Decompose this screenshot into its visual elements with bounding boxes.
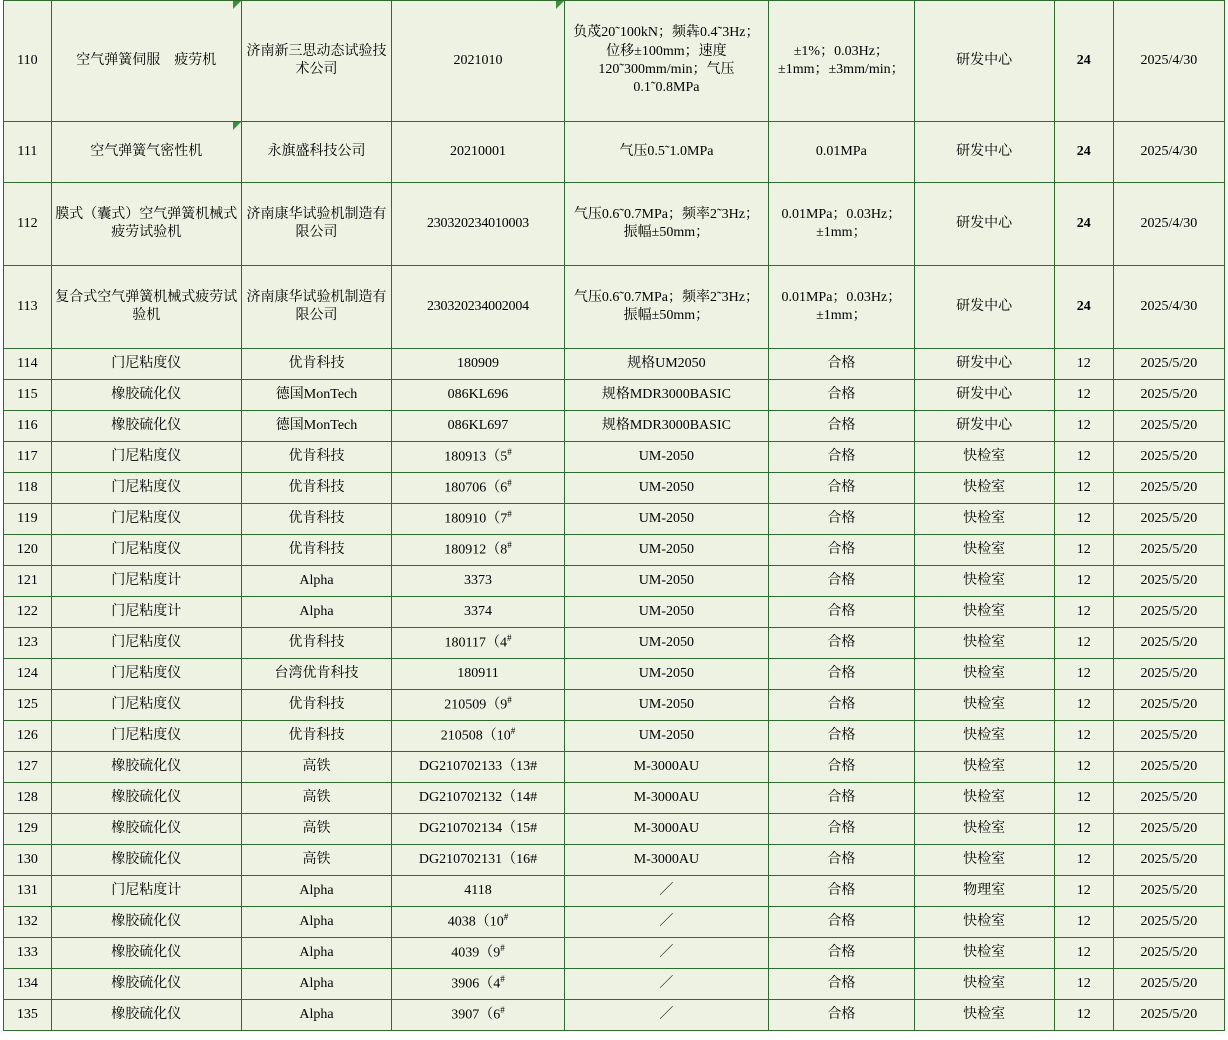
cell-spec: UM-2050 bbox=[564, 597, 769, 628]
cell-spec: 规格MDR3000BASIC bbox=[564, 411, 769, 442]
cell-equipment-name: 门尼粘度仪 bbox=[51, 628, 241, 659]
cell-spec: UM-2050 bbox=[564, 442, 769, 473]
cell-spec: ／ bbox=[564, 876, 769, 907]
cell-department: 物理室 bbox=[914, 876, 1054, 907]
cell-date: 2025/5/20 bbox=[1113, 721, 1224, 752]
cell-manufacturer: Alpha bbox=[241, 1000, 392, 1031]
cell-equipment-name: 门尼粘度仪 bbox=[51, 690, 241, 721]
cell-manufacturer: 高铁 bbox=[241, 752, 392, 783]
cell-index: 119 bbox=[4, 504, 52, 535]
cell-period: 24 bbox=[1054, 266, 1113, 349]
equipment-name-text: 空气弹簧伺服 疲劳机 bbox=[76, 52, 217, 68]
cell-precision: 合格 bbox=[769, 814, 914, 845]
cell-department: 快检室 bbox=[914, 690, 1054, 721]
cell-department: 快检室 bbox=[914, 845, 1054, 876]
cell-spec: UM-2050 bbox=[564, 566, 769, 597]
cell-precision: 合格 bbox=[769, 628, 914, 659]
cell-manufacturer: 济南新三思动态试验技术公司 bbox=[241, 1, 392, 122]
cell-manufacturer: Alpha bbox=[241, 938, 392, 969]
table-row[interactable] bbox=[4, 442, 1225, 473]
cell-equipment-name: 橡胶硫化仪 bbox=[51, 845, 241, 876]
cell-date: 2025/5/20 bbox=[1113, 1000, 1224, 1031]
cell-spec: ／ bbox=[564, 1000, 769, 1031]
cell-manufacturer: 优肯科技 bbox=[241, 628, 392, 659]
cell-index: 135 bbox=[4, 1000, 52, 1031]
cell-spec: 气压0.6˜0.7MPa；频率2˜3Hz；振幅±50mm； bbox=[564, 266, 769, 349]
cell-department: 快检室 bbox=[914, 659, 1054, 690]
cell-precision: ±1%；0.03Hz；±1mm；±3mm/min； bbox=[769, 1, 914, 122]
cell-index: 121 bbox=[4, 566, 52, 597]
cell-equipment-name: 橡胶硫化仪 bbox=[51, 907, 241, 938]
cell-period: 12 bbox=[1054, 876, 1113, 907]
cell-department: 快检室 bbox=[914, 442, 1054, 473]
cell-precision: 0.01MPa bbox=[769, 122, 914, 183]
cell-serial: 180117（4# bbox=[392, 628, 564, 659]
cell-spec: 负荗20˜100kN；频犇0.4˜3Hz；位移±100mm；速度120˜300mm/min；气压0.1˜0.8MPa bbox=[564, 1, 769, 122]
cell-equipment-name: 门尼粘度仪 bbox=[51, 442, 241, 473]
cell-index: 118 bbox=[4, 473, 52, 504]
cell-serial: 20210001 bbox=[392, 122, 564, 183]
cell-department: 快检室 bbox=[914, 535, 1054, 566]
cell-department: 快检室 bbox=[914, 938, 1054, 969]
cell-manufacturer: 高铁 bbox=[241, 783, 392, 814]
cell-period: 12 bbox=[1054, 907, 1113, 938]
cell-precision: 合格 bbox=[769, 535, 914, 566]
cell-period: 12 bbox=[1054, 814, 1113, 845]
cell-equipment-name: 门尼粘度计 bbox=[51, 566, 241, 597]
cell-index: 117 bbox=[4, 442, 52, 473]
cell-equipment-name: 膜式（囊式）空气弹簧机械式疲劳试验机 bbox=[51, 183, 241, 266]
cell-department: 快检室 bbox=[914, 814, 1054, 845]
cell-equipment-name: 门尼粘度仪 bbox=[51, 535, 241, 566]
cell-equipment-name: 橡胶硫化仪 bbox=[51, 783, 241, 814]
cell-spec: 规格MDR3000BASIC bbox=[564, 380, 769, 411]
cell-period: 12 bbox=[1054, 442, 1113, 473]
cell-spec: UM-2050 bbox=[564, 504, 769, 535]
cell-manufacturer: 永旗盛科技公司 bbox=[241, 122, 392, 183]
cell-precision: 合格 bbox=[769, 1000, 914, 1031]
cell-index: 111 bbox=[4, 122, 52, 183]
cell-date: 2025/5/20 bbox=[1113, 473, 1224, 504]
cell-date: 2025/5/20 bbox=[1113, 783, 1224, 814]
cell-date: 2025/5/20 bbox=[1113, 659, 1224, 690]
cell-index: 130 bbox=[4, 845, 52, 876]
cell-date: 2025/5/20 bbox=[1113, 628, 1224, 659]
cell-index: 114 bbox=[4, 349, 52, 380]
cell-spec: M-3000AU bbox=[564, 752, 769, 783]
cell-equipment-name: 橡胶硫化仪 bbox=[51, 380, 241, 411]
cell-precision: 合格 bbox=[769, 442, 914, 473]
cell-period: 12 bbox=[1054, 535, 1113, 566]
cell-precision: 合格 bbox=[769, 690, 914, 721]
cell-date: 2025/5/20 bbox=[1113, 349, 1224, 380]
cell-date: 2025/5/20 bbox=[1113, 597, 1224, 628]
cell-spec: M-3000AU bbox=[564, 845, 769, 876]
table-row[interactable] bbox=[4, 628, 1225, 659]
cell-index: 120 bbox=[4, 535, 52, 566]
cell-equipment-name: 橡胶硫化仪 bbox=[51, 1000, 241, 1031]
cell-equipment-name: 门尼粘度仪 bbox=[51, 504, 241, 535]
cell-manufacturer: Alpha bbox=[241, 969, 392, 1000]
cell-serial: DG210702133（13# bbox=[392, 752, 564, 783]
cell-precision: 合格 bbox=[769, 349, 914, 380]
cell-serial: 230320234002004 bbox=[392, 266, 564, 349]
cell-date: 2025/5/20 bbox=[1113, 845, 1224, 876]
cell-equipment-name: 门尼粘度计 bbox=[51, 597, 241, 628]
cell-serial: 4038（10# bbox=[392, 907, 564, 938]
cell-index: 116 bbox=[4, 411, 52, 442]
cell-equipment-name: 门尼粘度计 bbox=[51, 876, 241, 907]
table-row[interactable] bbox=[4, 566, 1225, 597]
cell-precision: 合格 bbox=[769, 566, 914, 597]
cell-precision: 0.01MPa；0.03Hz；±1mm； bbox=[769, 266, 914, 349]
cell-date: 2025/5/20 bbox=[1113, 535, 1224, 566]
cell-department: 快检室 bbox=[914, 721, 1054, 752]
cell-department: 研发中心 bbox=[914, 349, 1054, 380]
cell-equipment-name bbox=[51, 1, 241, 122]
cell-period: 12 bbox=[1054, 938, 1113, 969]
cell-serial: 3906（4# bbox=[392, 969, 564, 1000]
cell-serial: 4039（9# bbox=[392, 938, 564, 969]
cell-index: 112 bbox=[4, 183, 52, 266]
cell-serial: 180913（5# bbox=[392, 442, 564, 473]
cell-department: 研发中心 bbox=[914, 1, 1054, 122]
table-row[interactable] bbox=[4, 1, 1225, 122]
cell-index: 131 bbox=[4, 876, 52, 907]
cell-department: 研发中心 bbox=[914, 183, 1054, 266]
cell-period: 12 bbox=[1054, 566, 1113, 597]
cell-manufacturer: 德国MonTech bbox=[241, 380, 392, 411]
cell-period: 12 bbox=[1054, 969, 1113, 1000]
cell-manufacturer: Alpha bbox=[241, 876, 392, 907]
cell-precision: 合格 bbox=[769, 783, 914, 814]
cell-date: 2025/5/20 bbox=[1113, 411, 1224, 442]
cell-equipment-name: 橡胶硫化仪 bbox=[51, 411, 241, 442]
cell-date: 2025/4/30 bbox=[1113, 122, 1224, 183]
table-body bbox=[4, 1, 1225, 1031]
cell-date: 2025/5/20 bbox=[1113, 442, 1224, 473]
cell-date: 2025/5/20 bbox=[1113, 752, 1224, 783]
cell-equipment-name: 门尼粘度仪 bbox=[51, 659, 241, 690]
cell-precision: 合格 bbox=[769, 597, 914, 628]
cell-precision: 合格 bbox=[769, 969, 914, 1000]
cell-serial: 180909 bbox=[392, 349, 564, 380]
cell-serial: 210508（10# bbox=[392, 721, 564, 752]
table-row[interactable] bbox=[4, 659, 1225, 690]
cell-department: 快检室 bbox=[914, 628, 1054, 659]
comment-marker-icon bbox=[556, 1, 564, 9]
cell-manufacturer: 台湾优肯科技 bbox=[241, 659, 392, 690]
cell-precision: 合格 bbox=[769, 721, 914, 752]
cell-department: 快检室 bbox=[914, 566, 1054, 597]
table-row[interactable] bbox=[4, 690, 1225, 721]
cell-manufacturer: 优肯科技 bbox=[241, 473, 392, 504]
cell-spec: 气压0.5˜1.0MPa bbox=[564, 122, 769, 183]
cell-manufacturer: 济南康华试验机制造有限公司 bbox=[241, 183, 392, 266]
table-row[interactable] bbox=[4, 122, 1225, 183]
cell-spec: UM-2050 bbox=[564, 721, 769, 752]
table-row[interactable] bbox=[4, 907, 1225, 938]
cell-period: 12 bbox=[1054, 597, 1113, 628]
cell-index: 133 bbox=[4, 938, 52, 969]
cell-spec: UM-2050 bbox=[564, 473, 769, 504]
cell-department: 快检室 bbox=[914, 752, 1054, 783]
cell-period: 12 bbox=[1054, 1000, 1113, 1031]
cell-precision: 合格 bbox=[769, 876, 914, 907]
table-row[interactable] bbox=[4, 504, 1225, 535]
cell-serial: 3374 bbox=[392, 597, 564, 628]
cell-precision: 合格 bbox=[769, 380, 914, 411]
cell-serial bbox=[392, 1, 564, 122]
cell-period: 12 bbox=[1054, 628, 1113, 659]
cell-serial: 180912（8# bbox=[392, 535, 564, 566]
table-row[interactable] bbox=[4, 721, 1225, 752]
cell-index: 113 bbox=[4, 266, 52, 349]
cell-spec: 规格UM2050 bbox=[564, 349, 769, 380]
cell-period: 12 bbox=[1054, 411, 1113, 442]
cell-serial: 3907（6# bbox=[392, 1000, 564, 1031]
table-row[interactable] bbox=[4, 752, 1225, 783]
cell-equipment-name: 门尼粘度仪 bbox=[51, 473, 241, 504]
cell-manufacturer: 优肯科技 bbox=[241, 535, 392, 566]
cell-serial: 086KL696 bbox=[392, 380, 564, 411]
cell-manufacturer: 济南康华试验机制造有限公司 bbox=[241, 266, 392, 349]
cell-department: 快检室 bbox=[914, 1000, 1054, 1031]
cell-serial: 3373 bbox=[392, 566, 564, 597]
cell-index: 125 bbox=[4, 690, 52, 721]
cell-period: 12 bbox=[1054, 752, 1113, 783]
table-row[interactable] bbox=[4, 183, 1225, 266]
table-row[interactable] bbox=[4, 473, 1225, 504]
cell-serial: 180911 bbox=[392, 659, 564, 690]
cell-spec: ／ bbox=[564, 969, 769, 1000]
cell-period: 12 bbox=[1054, 380, 1113, 411]
cell-manufacturer: 优肯科技 bbox=[241, 442, 392, 473]
cell-department: 快检室 bbox=[914, 783, 1054, 814]
cell-precision: 合格 bbox=[769, 907, 914, 938]
table-row[interactable] bbox=[4, 783, 1225, 814]
cell-index: 122 bbox=[4, 597, 52, 628]
cell-manufacturer: Alpha bbox=[241, 566, 392, 597]
table-row[interactable] bbox=[4, 938, 1225, 969]
cell-department: 研发中心 bbox=[914, 266, 1054, 349]
cell-index: 115 bbox=[4, 380, 52, 411]
cell-equipment-name: 橡胶硫化仪 bbox=[51, 969, 241, 1000]
cell-date: 2025/5/20 bbox=[1113, 566, 1224, 597]
cell-precision: 合格 bbox=[769, 659, 914, 690]
cell-date: 2025/4/30 bbox=[1113, 1, 1224, 122]
cell-precision: 合格 bbox=[769, 504, 914, 535]
cell-period: 12 bbox=[1054, 349, 1113, 380]
cell-spec: M-3000AU bbox=[564, 783, 769, 814]
cell-department: 研发中心 bbox=[914, 411, 1054, 442]
cell-period: 12 bbox=[1054, 473, 1113, 504]
cell-serial: 086KL697 bbox=[392, 411, 564, 442]
cell-department: 快检室 bbox=[914, 907, 1054, 938]
cell-serial: 180706（6# bbox=[392, 473, 564, 504]
cell-index: 128 bbox=[4, 783, 52, 814]
cell-equipment-name bbox=[51, 122, 241, 183]
table-row[interactable] bbox=[4, 380, 1225, 411]
cell-date: 2025/5/20 bbox=[1113, 969, 1224, 1000]
cell-spec: UM-2050 bbox=[564, 535, 769, 566]
cell-period: 12 bbox=[1054, 659, 1113, 690]
cell-serial: 180910（7# bbox=[392, 504, 564, 535]
cell-precision: 0.01MPa；0.03Hz；±1mm； bbox=[769, 183, 914, 266]
cell-date: 2025/5/20 bbox=[1113, 504, 1224, 535]
cell-spec: 气压0.6˜0.7MPa；频率2˜3Hz；振幅±50mm； bbox=[564, 183, 769, 266]
cell-equipment-name: 复合式空气弹簧机械式疲劳试验机 bbox=[51, 266, 241, 349]
cell-date: 2025/5/20 bbox=[1113, 938, 1224, 969]
serial-text: 2021010 bbox=[453, 52, 503, 68]
cell-date: 2025/4/30 bbox=[1113, 183, 1224, 266]
cell-equipment-name: 门尼粘度仪 bbox=[51, 349, 241, 380]
cell-period: 12 bbox=[1054, 845, 1113, 876]
cell-index: 126 bbox=[4, 721, 52, 752]
table-row[interactable] bbox=[4, 349, 1225, 380]
cell-date: 2025/5/20 bbox=[1113, 380, 1224, 411]
cell-index: 127 bbox=[4, 752, 52, 783]
cell-date: 2025/5/20 bbox=[1113, 876, 1224, 907]
cell-manufacturer: 高铁 bbox=[241, 814, 392, 845]
cell-period: 24 bbox=[1054, 122, 1113, 183]
table-row[interactable] bbox=[4, 845, 1225, 876]
cell-spec: ／ bbox=[564, 938, 769, 969]
cell-precision: 合格 bbox=[769, 845, 914, 876]
cell-date: 2025/4/30 bbox=[1113, 266, 1224, 349]
cell-manufacturer: 德国MonTech bbox=[241, 411, 392, 442]
cell-manufacturer: Alpha bbox=[241, 907, 392, 938]
cell-date: 2025/5/20 bbox=[1113, 814, 1224, 845]
table-row[interactable] bbox=[4, 266, 1225, 349]
cell-department: 快检室 bbox=[914, 504, 1054, 535]
table-row[interactable] bbox=[4, 814, 1225, 845]
table-row[interactable] bbox=[4, 969, 1225, 1000]
table-row[interactable] bbox=[4, 1000, 1225, 1031]
table-row[interactable] bbox=[4, 876, 1225, 907]
cell-precision: 合格 bbox=[769, 938, 914, 969]
equipment-name-text: 空气弹簧气密性机 bbox=[90, 143, 203, 159]
cell-period: 24 bbox=[1054, 1, 1113, 122]
cell-serial: 230320234010003 bbox=[392, 183, 564, 266]
cell-period: 24 bbox=[1054, 183, 1113, 266]
cell-manufacturer: 优肯科技 bbox=[241, 690, 392, 721]
cell-department: 研发中心 bbox=[914, 380, 1054, 411]
cell-index: 123 bbox=[4, 628, 52, 659]
cell-manufacturer: 优肯科技 bbox=[241, 349, 392, 380]
cell-period: 12 bbox=[1054, 690, 1113, 721]
equipment-table bbox=[3, 0, 1225, 1031]
cell-manufacturer: 优肯科技 bbox=[241, 721, 392, 752]
cell-department: 快检室 bbox=[914, 969, 1054, 1000]
cell-equipment-name: 橡胶硫化仪 bbox=[51, 752, 241, 783]
cell-serial: DG210702132（14# bbox=[392, 783, 564, 814]
cell-index: 132 bbox=[4, 907, 52, 938]
cell-department: 快检室 bbox=[914, 473, 1054, 504]
cell-index: 134 bbox=[4, 969, 52, 1000]
cell-spec: ／ bbox=[564, 907, 769, 938]
cell-department: 研发中心 bbox=[914, 122, 1054, 183]
comment-marker-icon bbox=[233, 1, 241, 9]
cell-manufacturer: Alpha bbox=[241, 597, 392, 628]
cell-index: 129 bbox=[4, 814, 52, 845]
cell-period: 12 bbox=[1054, 504, 1113, 535]
table-row[interactable] bbox=[4, 411, 1225, 442]
comment-marker-icon bbox=[233, 122, 241, 130]
cell-index: 110 bbox=[4, 1, 52, 122]
cell-serial: DG210702134（15# bbox=[392, 814, 564, 845]
cell-precision: 合格 bbox=[769, 473, 914, 504]
cell-department: 快检室 bbox=[914, 597, 1054, 628]
cell-equipment-name: 橡胶硫化仪 bbox=[51, 938, 241, 969]
cell-spec: M-3000AU bbox=[564, 814, 769, 845]
cell-spec: UM-2050 bbox=[564, 690, 769, 721]
cell-manufacturer: 高铁 bbox=[241, 845, 392, 876]
cell-equipment-name: 橡胶硫化仪 bbox=[51, 814, 241, 845]
cell-precision: 合格 bbox=[769, 411, 914, 442]
cell-index: 124 bbox=[4, 659, 52, 690]
cell-manufacturer: 优肯科技 bbox=[241, 504, 392, 535]
cell-equipment-name: 门尼粘度仪 bbox=[51, 721, 241, 752]
cell-precision: 合格 bbox=[769, 752, 914, 783]
cell-spec: UM-2050 bbox=[564, 659, 769, 690]
table-row[interactable] bbox=[4, 597, 1225, 628]
table-row[interactable] bbox=[4, 535, 1225, 566]
cell-serial: 4118 bbox=[392, 876, 564, 907]
cell-date: 2025/5/20 bbox=[1113, 907, 1224, 938]
cell-period: 12 bbox=[1054, 783, 1113, 814]
cell-date: 2025/5/20 bbox=[1113, 690, 1224, 721]
cell-spec: UM-2050 bbox=[564, 628, 769, 659]
cell-period: 12 bbox=[1054, 721, 1113, 752]
cell-serial: DG210702131（16# bbox=[392, 845, 564, 876]
cell-serial: 210509（9# bbox=[392, 690, 564, 721]
